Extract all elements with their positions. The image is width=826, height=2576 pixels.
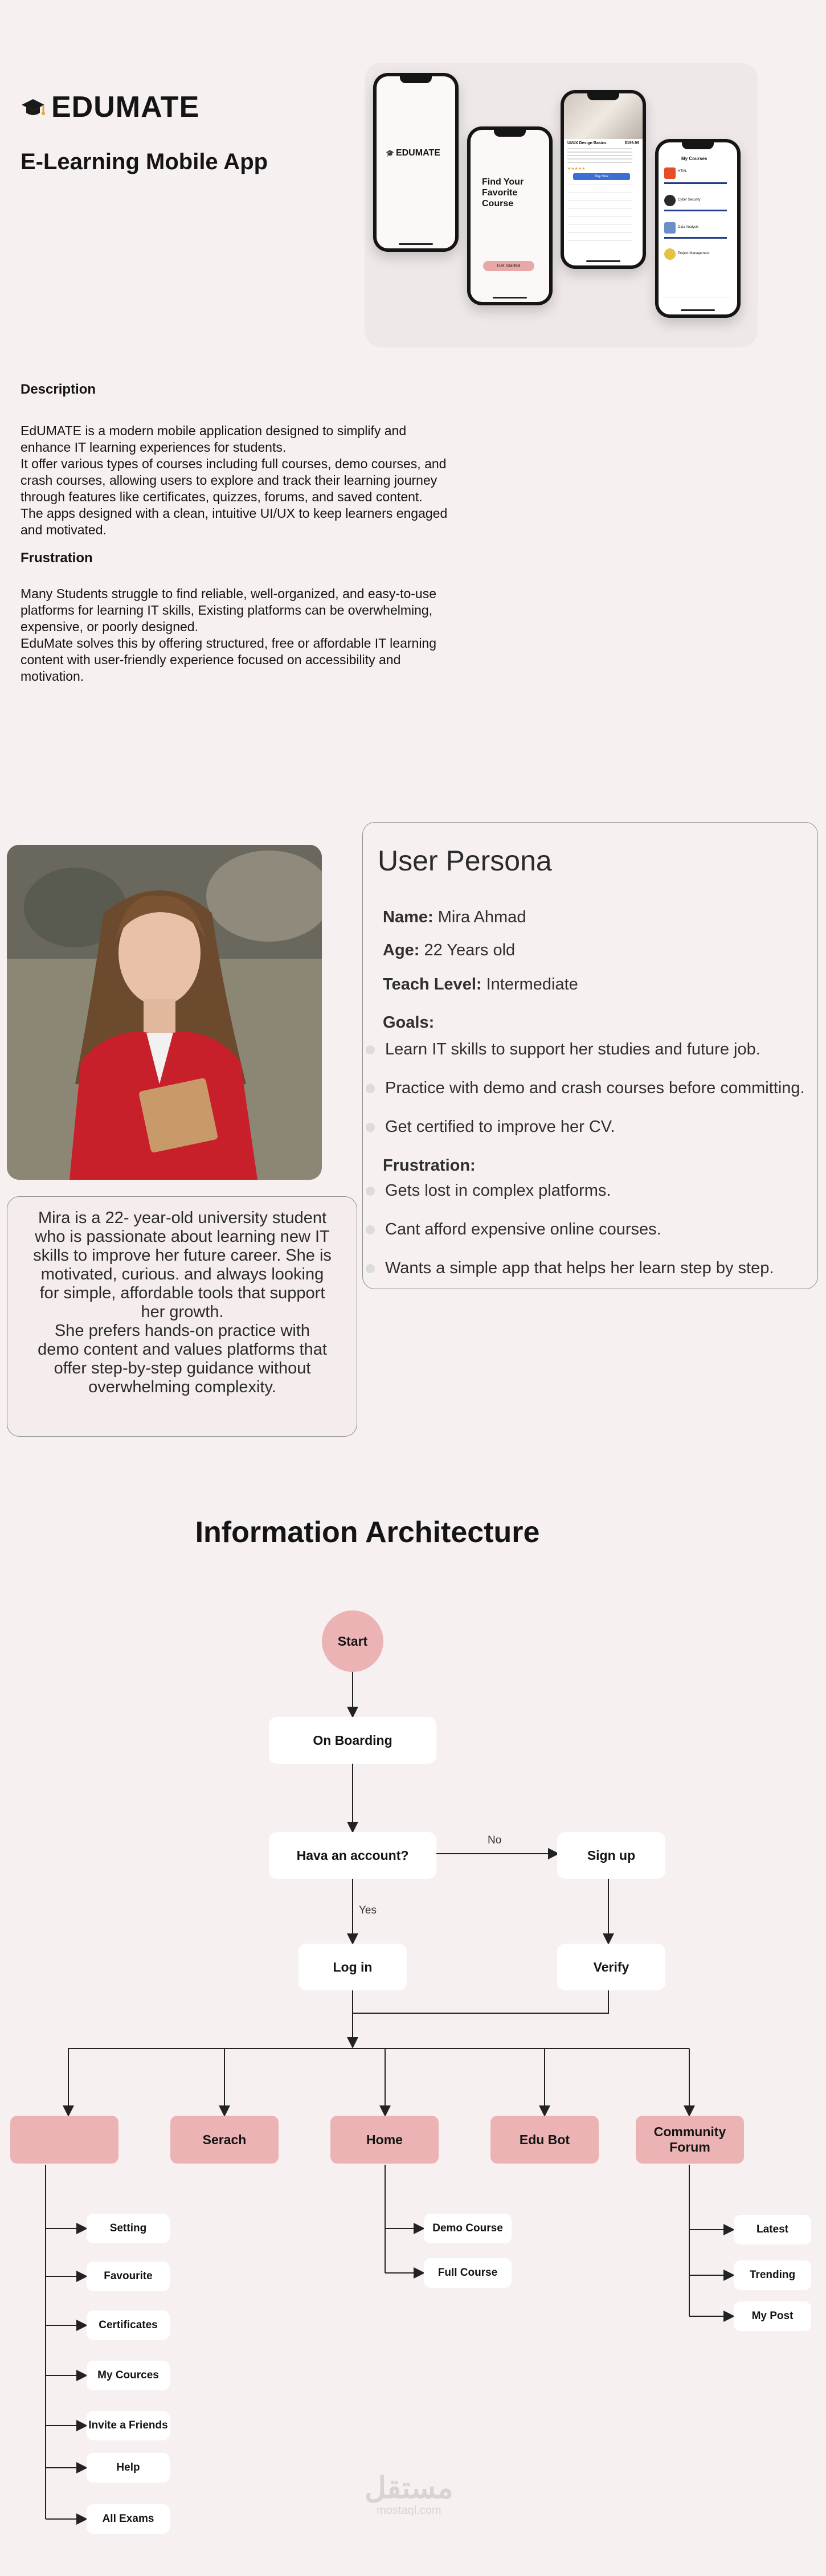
ia-forum-item: Latest <box>734 2215 811 2244</box>
bio-line: offer step-by-step guidance without <box>54 1359 311 1377</box>
ia-no-label: No <box>488 1834 502 1846</box>
logo-text: EDUMATE <box>51 91 200 124</box>
bio-line: who is passionate about learning new IT <box>35 1228 330 1246</box>
ia-profile-item: Setting <box>87 2214 170 2243</box>
splash-logo: EDUMATE <box>395 148 440 158</box>
ia-title: Information Architecture <box>195 1516 540 1549</box>
bio-line: She prefers hands-on practice with <box>54 1322 310 1340</box>
course-item: Cyber Security <box>678 198 701 202</box>
frustration-line: platforms for learning IT skills, Existing platforms can be overwhelming, <box>21 603 433 618</box>
app-title: E-Learning Mobile App <box>21 149 268 174</box>
description-heading: Description <box>21 382 96 397</box>
ia-profile-item: My Cources <box>87 2361 170 2390</box>
ia-login-node: Log in <box>298 1944 407 1990</box>
ia-forum-item: Trending <box>734 2260 811 2290</box>
ia-tab-edu-bot: Edu Bot <box>490 2116 599 2164</box>
bio-line: overwhelming complexity. <box>88 1378 276 1396</box>
watermark <box>365 2473 453 2517</box>
course-price: $199.99 <box>624 141 639 145</box>
level-label: Teach Level: <box>383 975 482 993</box>
course-item: HTML <box>678 170 688 173</box>
age-value: 22 Years old <box>419 941 516 959</box>
ia-forum-item: My Post <box>734 2301 811 2331</box>
frustration-text: Wants a simple app that helps her learn step by step. <box>385 1259 774 1277</box>
bio-line: for simple, affordable tools that support <box>39 1284 325 1302</box>
ia-profile-item: Favourite <box>87 2262 170 2291</box>
age-label: Age: <box>383 941 420 959</box>
description-line: It offer various types of courses including full courses, demo courses, and <box>21 456 447 471</box>
description-line: and motivated. <box>21 522 107 537</box>
description-line: through features like certificates, quizzes, forums, and saved content. <box>21 489 423 504</box>
ia-profile-item: Help <box>87 2453 170 2483</box>
ia-profile-item: All Exams <box>87 2504 170 2534</box>
phone-course-detail: UI/UX Design Basics $199.99 ★★★★★ Buy Now <box>561 90 646 269</box>
phone-splash: 🎓 EDUMATE <box>373 73 459 252</box>
frustration-line: expensive, or poorly designed. <box>21 619 198 634</box>
name-label: Name: <box>383 908 434 926</box>
course-title: UI/UX Design Basics <box>567 141 607 145</box>
ia-signup-node: Sign up <box>557 1832 665 1879</box>
onboarding-title: Find Your Favorite Course <box>482 177 524 208</box>
frustration-line: EduMate solves this by offering structured, free or affordable IT learning <box>21 636 437 651</box>
frustration-heading: Frustration <box>21 550 93 566</box>
persona-frustration-heading: Frustration: <box>383 1156 476 1175</box>
ia-verify-node: Verify <box>557 1944 665 1990</box>
watermark-latin: mostaql.com <box>377 2504 441 2517</box>
bio-line: demo content and values platforms that <box>38 1340 327 1359</box>
ia-account-question-node: Hava an account? <box>269 1832 436 1879</box>
goals-heading: Goals: <box>383 1013 435 1032</box>
ia-home-item: Full Course <box>424 2258 512 2288</box>
goal-text: Practice with demo and crash courses before committing. <box>385 1079 805 1097</box>
ia-tab-profile <box>10 2116 118 2164</box>
description-line: The apps designed with a clean, intuitive UI/UX to keep learners engaged <box>21 506 448 521</box>
frustration-line: content with user-friendly experience focused on accessibility and <box>21 652 401 667</box>
course-item: Data Analysis <box>678 226 699 229</box>
my-courses-title: My Courses <box>681 156 708 161</box>
frustration-text: Cant afford expensive online courses. <box>385 1220 661 1238</box>
ia-profile-item: Certificates <box>87 2311 170 2340</box>
ia-tab-community-forum: Community Forum <box>636 2116 744 2164</box>
ia-yes-label: Yes <box>359 1904 377 1916</box>
goal-text: Learn IT skills to support her studies and future job. <box>385 1040 760 1058</box>
name-value: Mira Ahmad <box>433 908 526 926</box>
course-item: Project Management <box>678 252 710 255</box>
ia-tab-home: Home <box>330 2116 439 2164</box>
ia-onboarding-node: On Boarding <box>269 1717 436 1764</box>
description-line: EdUMATE is a modern mobile application designed to simplify and <box>21 423 407 438</box>
level-value: Intermediate <box>481 975 578 993</box>
bio-line: her growth. <box>141 1303 224 1321</box>
ia-profile-item: Invite a Friends <box>87 2411 170 2440</box>
bio-line: Mira is a 22- year-old university student <box>38 1209 327 1227</box>
get-started-button[interactable]: Get Started <box>483 261 534 271</box>
description-line: enhance IT learning experiences for students. <box>21 440 287 455</box>
frustration-line: Many Students struggle to find reliable, well-organized, and easy-to-use <box>21 586 437 601</box>
buy-now-button[interactable]: Buy Now <box>573 173 630 180</box>
watermark-arabic: مستقل <box>365 2472 453 2505</box>
ia-start-node: Start <box>322 1610 383 1672</box>
persona-title: User Persona <box>378 845 552 877</box>
ia-home-item: Demo Course <box>424 2214 512 2243</box>
frustration-text: Gets lost in complex platforms. <box>385 1181 611 1200</box>
frustration-line: motivation. <box>21 669 84 684</box>
bio-line: skills to improve her future career. She is <box>33 1246 332 1265</box>
bio-line: motivated, curious. and always looking <box>40 1265 324 1283</box>
description-line: crash courses, allowing users to explore and track their learning journey <box>21 473 437 488</box>
ia-tab-search: Serach <box>170 2116 279 2164</box>
goal-text: Get certified to improve her CV. <box>385 1118 615 1136</box>
